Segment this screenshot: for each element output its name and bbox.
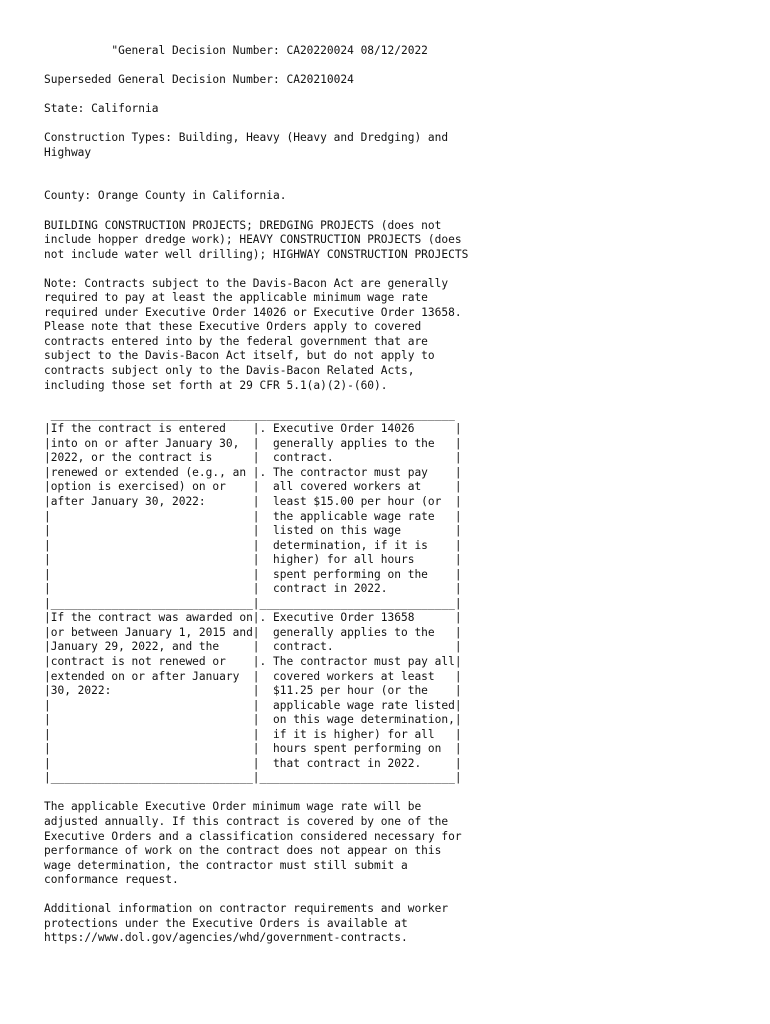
adjust-line: The applicable Executive Order minimum wage rate will be bbox=[44, 800, 422, 814]
table-line: |or between January 1, 2015 and| generally applies to the | bbox=[44, 625, 462, 639]
superseded-number-line: Superseded General Decision Number: CA20210024 bbox=[44, 73, 354, 87]
table-line: |contract is not renewed or |. The contractor must pay all| bbox=[44, 654, 462, 668]
note-line: subject to the Davis-Bacon Act itself, but do not apply to bbox=[44, 349, 435, 363]
note-line: Note: Contracts subject to the Davis-Bacon Act are generally bbox=[44, 276, 449, 290]
construction-types-line: Construction Types: Building, Heavy (Heavy and Dredging) and bbox=[44, 131, 449, 145]
table-line: |______________________________|_____________________________| bbox=[44, 596, 462, 610]
note-line: contracts subject only to the Davis-Bacon Related Acts, bbox=[44, 364, 415, 378]
additional-info-line: Additional information on contractor requirements and worker bbox=[44, 902, 449, 916]
adjust-line: performance of work on the contract does not appear on this bbox=[44, 844, 442, 858]
adjust-line: wage determination, the contractor must still submit a bbox=[44, 858, 408, 872]
table-line: |extended on or after January | covered workers at least | bbox=[44, 669, 462, 683]
table-line: |If the contract is entered |. Executive Order 14026 | bbox=[44, 422, 462, 436]
table-line: |2022, or the contract is | contract. | bbox=[44, 451, 462, 465]
table-line: | | determination, if it is | bbox=[44, 538, 462, 552]
note-line: required under Executive Order 14026 or Executive Order 13658. bbox=[44, 305, 462, 319]
table-line: | | contract in 2022. | bbox=[44, 582, 462, 596]
table-line: |after January 30, 2022: | least $15.00 per hour (or | bbox=[44, 494, 462, 508]
note-line: contracts entered into by the federal government that are bbox=[44, 334, 428, 348]
table-line: |January 29, 2022, and the | contract. | bbox=[44, 640, 462, 654]
projects-line: BUILDING CONSTRUCTION PROJECTS; DREDGING PROJECTS (does not bbox=[44, 218, 442, 232]
state-line: State: California bbox=[44, 102, 159, 116]
table-line: | | on this wage determination,| bbox=[44, 713, 462, 727]
table-line: | | the applicable wage rate | bbox=[44, 509, 462, 523]
table-line: | | hours spent performing on | bbox=[44, 742, 462, 756]
table-line: | | that contract in 2022. | bbox=[44, 756, 462, 770]
table-line: |into on or after January 30, | generally applies to the | bbox=[44, 436, 462, 450]
additional-info-line: protections under the Executive Orders is available at bbox=[44, 916, 408, 930]
adjust-line: conformance request. bbox=[44, 873, 179, 887]
table-line: |30, 2022: | $11.25 per hour (or the | bbox=[44, 684, 462, 698]
adjust-line: Executive Orders and a classification considered necessary for bbox=[44, 829, 462, 843]
note-line: including those set forth at 29 CFR 5.1(a)(2)-(60). bbox=[44, 378, 388, 392]
projects-line: not include water well drilling); HIGHWAY CONSTRUCTION PROJECTS bbox=[44, 247, 469, 261]
note-line: required to pay at least the applicable minimum wage rate bbox=[44, 291, 428, 305]
table-line: | | listed on this wage | bbox=[44, 524, 462, 538]
table-line: | | higher) for all hours | bbox=[44, 553, 462, 567]
decision-number-line: "General Decision Number: CA20220024 08/12/2022 bbox=[44, 44, 428, 57]
table-line: | | spent performing on the | bbox=[44, 567, 462, 581]
county-line: County: Orange County in California. bbox=[44, 189, 287, 203]
table-line: |If the contract was awarded on|. Executive Order 13658 | bbox=[44, 611, 462, 625]
table-line: | | if it is higher) for all | bbox=[44, 727, 462, 741]
additional-info-url: https://www.dol.gov/agencies/whd/government-contracts. bbox=[44, 931, 408, 945]
construction-types-line-cont: Highway bbox=[44, 145, 92, 159]
table-line: |renewed or extended (e.g., an |. The contractor must pay | bbox=[44, 465, 462, 479]
projects-line: include hopper dredge work); HEAVY CONSTRUCTION PROJECTS (does bbox=[44, 233, 462, 247]
table-line: |option is exercised) on or | all covered workers at | bbox=[44, 480, 462, 494]
table-line: ____________________________________________________________ bbox=[44, 407, 455, 421]
adjust-line: adjusted annually. If this contract is covered by one of the bbox=[44, 814, 449, 828]
table-line: | | applicable wage rate listed| bbox=[44, 698, 462, 712]
table-line: |______________________________|_____________________________| bbox=[44, 771, 462, 785]
note-line: Please note that these Executive Orders apply to covered bbox=[44, 320, 422, 334]
document-text bbox=[44, 44, 468, 946]
